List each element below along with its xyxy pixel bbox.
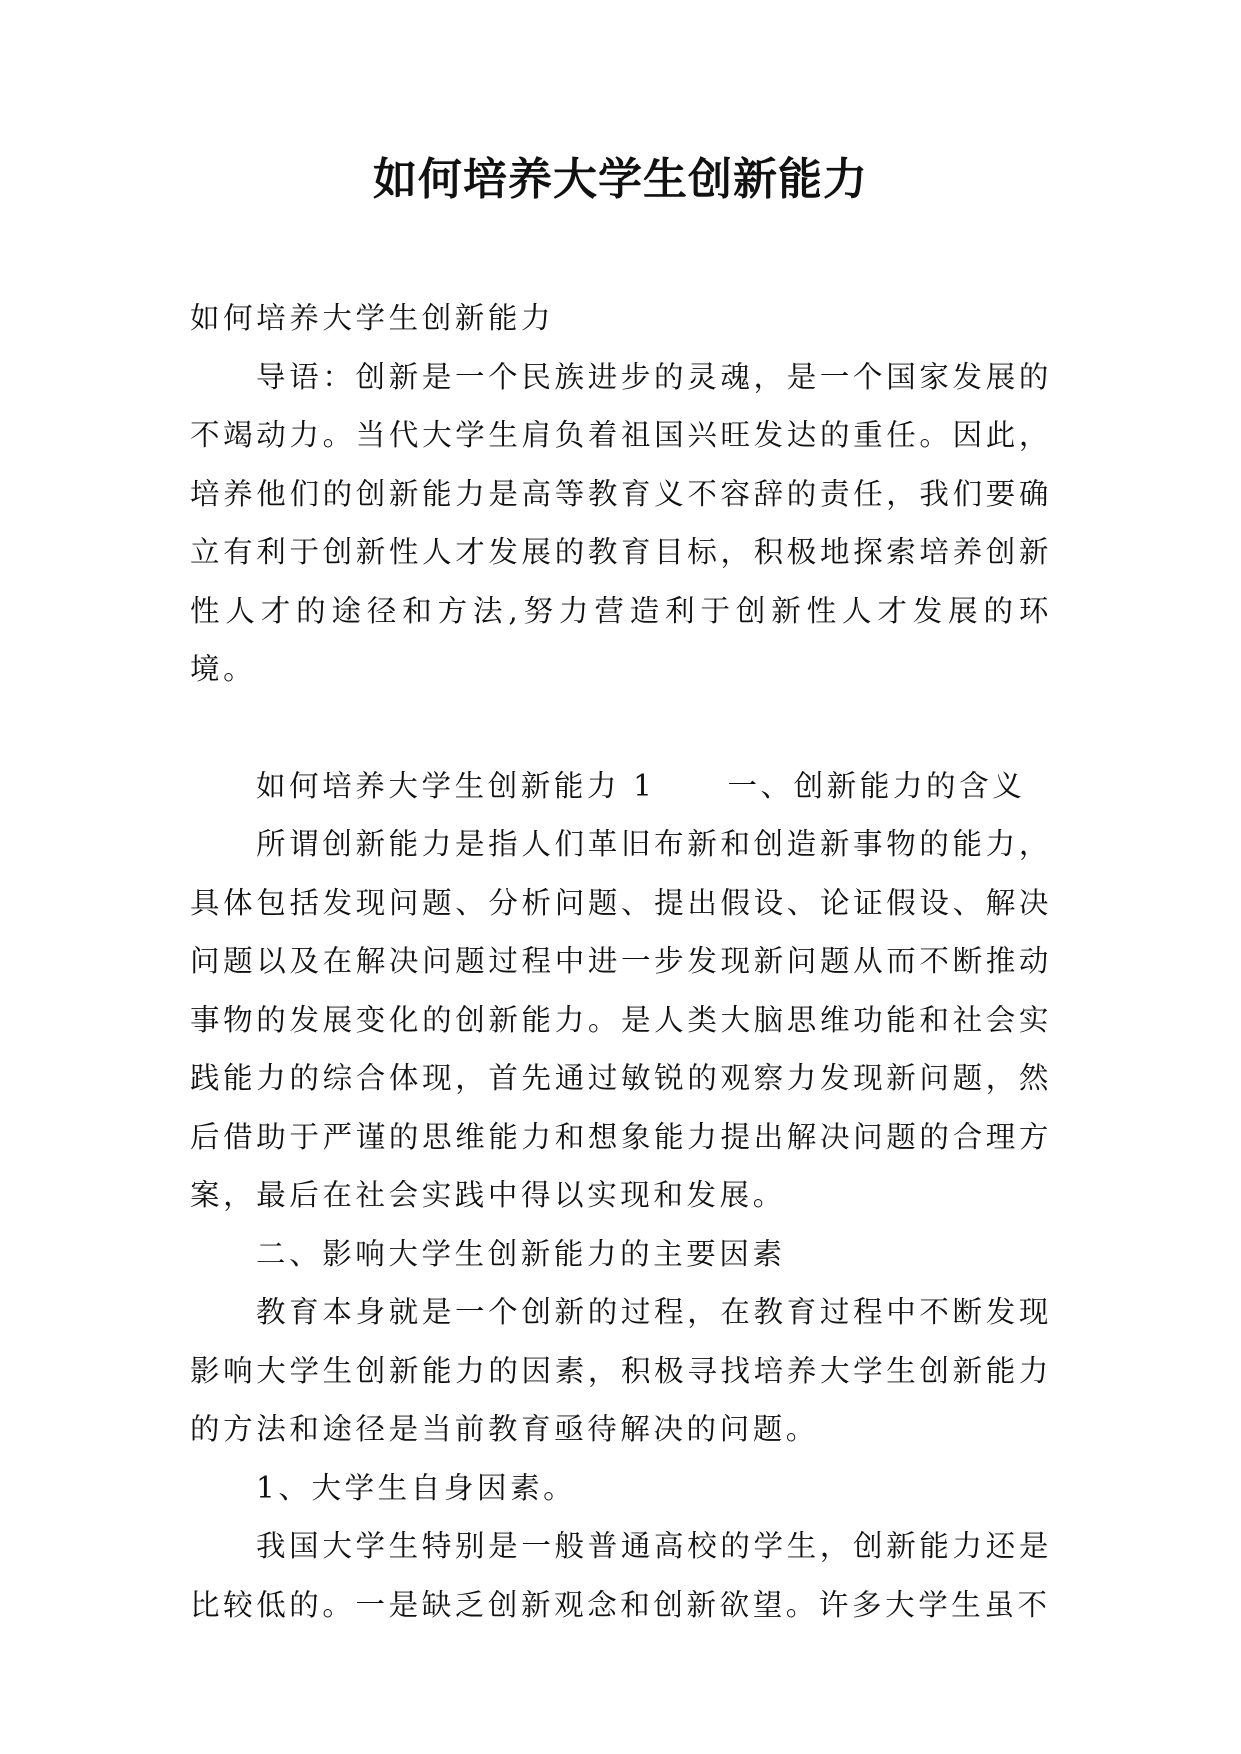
subtitle: 如何培养大学生创新能力 (190, 301, 555, 335)
intro-paragraph: 导语：创新是一个民族进步的灵魂，是一个国家发展的不竭动力。当代大学生肩负着祖国兴旺发达的重任。因此，培养他们的创新能力是高等教育义不容辞的责任，我们要确立有利于创新性人才发展的教育目标，积极地探索培养创新性人才的途径和方法,努力营造利于创新性人才发展的环境。 (190, 359, 1052, 686)
factors-paragraph: 教育本身就是一个创新的过程，在教育过程中不断发现影响大学生创新能力的因素，积极寻找培养大学生创新能力的方法和途径是当前教育亟待解决的问题。 (190, 1295, 1052, 1446)
students-paragraph: 我国大学生特别是一般普通高校的学生，创新能力还是比较低的。一是缺乏创新观念和创新欲望。许多大学生虽不 (190, 1529, 1052, 1622)
definition-paragraph: 所谓创新能力是指人们革旧布新和创造新事物的能力，具体包括发现问题、分析问题、提出假设、论证假设、解决问题以及在解决问题过程中进一步发现新问题从而不断推动事物的发展变化的创新能力。是人类大脑思维功能和社会实践能力的综合体现，首先通过敏锐的观察力发现新问题，然后借助于严谨的思维能力和想象能力提出解决问题的合理方案，最后在社会实践中得以实现和发展。 (190, 827, 1052, 1212)
document-body (190, 289, 1052, 1634)
section-heading-3: 1、大学生自身因素。 (256, 1470, 577, 1505)
article-title: 如何培养大学生创新能力 1 (256, 768, 656, 803)
document-title: 如何培养大学生创新能力 (373, 154, 868, 205)
section-heading-1: 一、创新能力的含义 (727, 768, 1026, 803)
section-1-heading-line (190, 757, 1052, 816)
section-heading-2: 二、影响大学生创新能力的主要因素 (256, 1236, 786, 1271)
